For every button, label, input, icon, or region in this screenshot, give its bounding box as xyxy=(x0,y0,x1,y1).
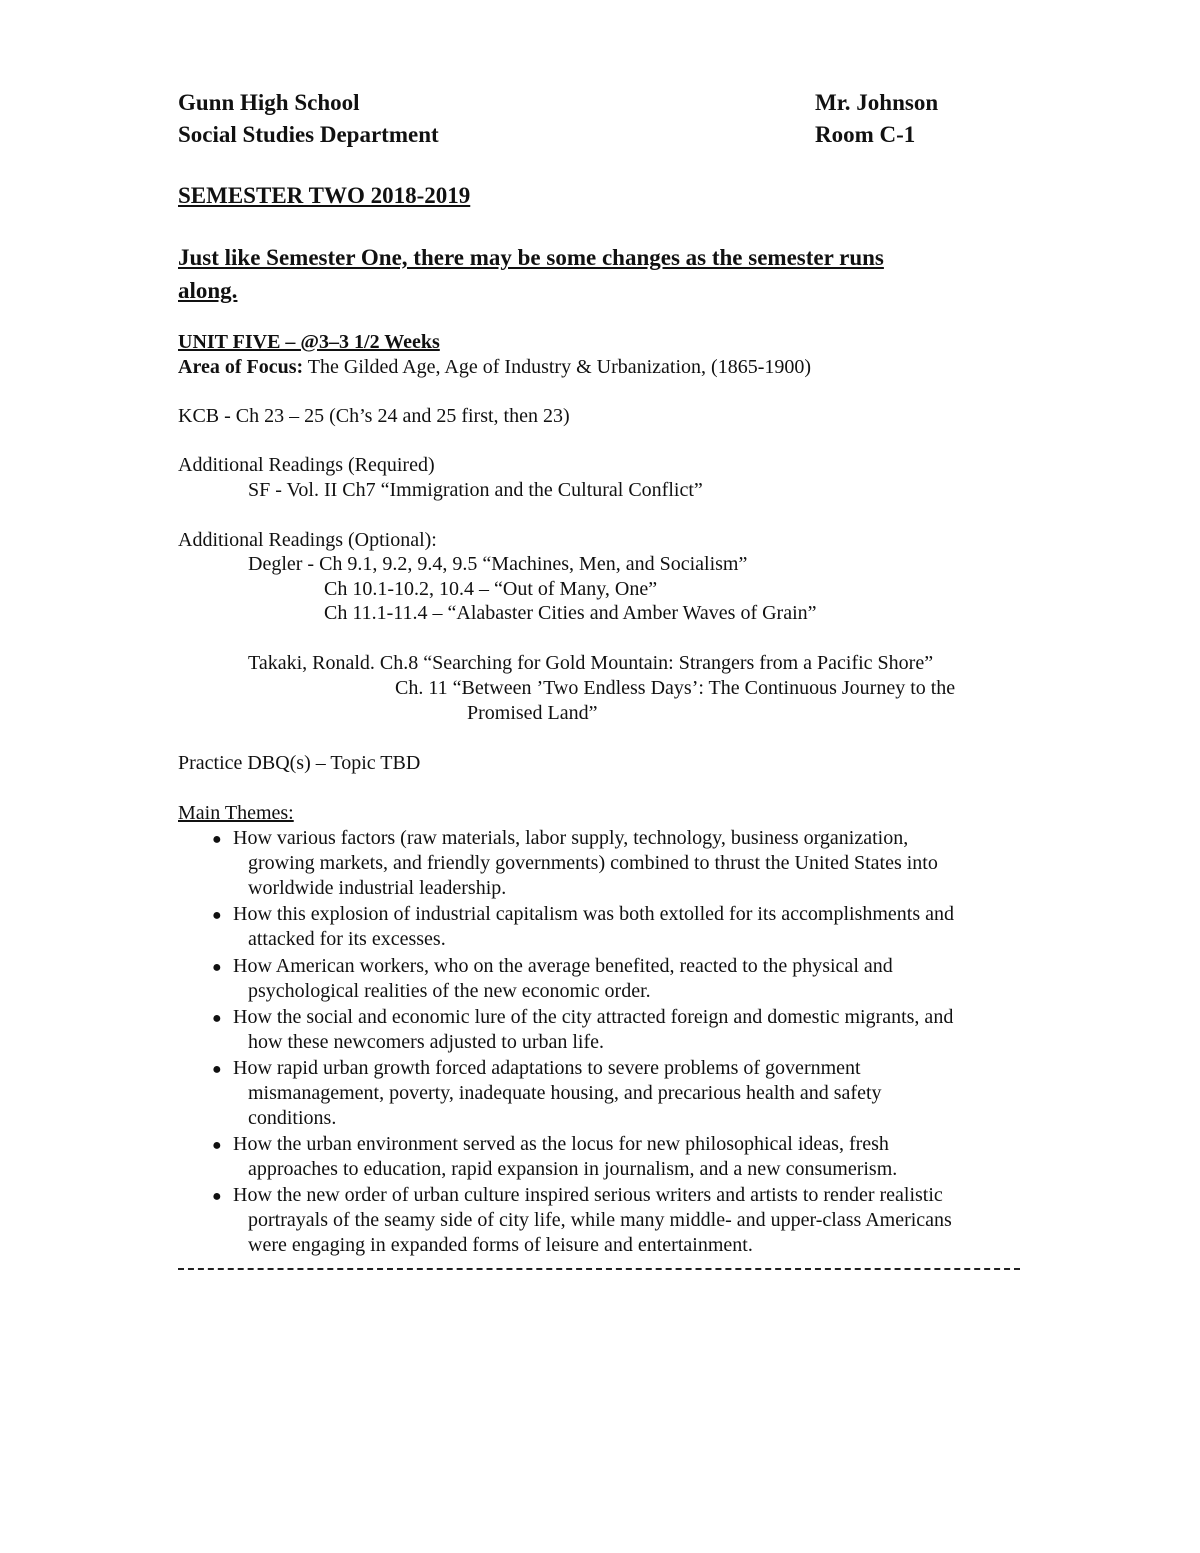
theme-3-line-1: How American workers, who on the average benefited, reacted to the physical and xyxy=(233,955,893,977)
bullet-icon: ● xyxy=(212,831,222,848)
theme-6-line-2: approaches to education, rapid expansion in journalism, and a new consumerism. xyxy=(248,1158,898,1180)
notice-line-1: Just like Semester One, there may be some changes as the semester runs xyxy=(178,245,884,270)
theme-2-line-2: attacked for its excesses. xyxy=(248,928,446,950)
bullet-icon: ● xyxy=(212,907,222,924)
optional-readings-heading: Additional Readings (Optional): xyxy=(178,529,437,551)
dashed-divider xyxy=(178,1268,1020,1270)
degler-reading-1: Degler - Ch 9.1, 9.2, 9.4, 9.5 “Machines, Men, and Socialism” xyxy=(248,553,748,575)
takaki-reading-1: Takaki, Ronald. Ch.8 “Searching for Gold Mountain: Strangers from a Pacific Shore” xyxy=(248,652,934,674)
theme-7-line-1: How the new order of urban culture inspired serious writers and artists to render realistic xyxy=(233,1184,943,1206)
kcb-reading: KCB - Ch 23 – 25 (Ch’s 24 and 25 first, then 23) xyxy=(178,405,570,427)
theme-1-line-2: growing markets, and friendly governments) combined to thrust the United States into xyxy=(248,852,938,874)
required-reading-1: SF - Vol. II Ch7 “Immigration and the Cultural Conflict” xyxy=(248,479,703,501)
practice-dbq: Practice DBQ(s) – Topic TBD xyxy=(178,752,421,774)
area-of-focus xyxy=(178,355,811,380)
theme-4-line-1: How the social and economic lure of the city attracted foreign and domestic migrants, and xyxy=(233,1006,954,1028)
takaki-reading-2: Ch. 11 “Between ’Two Endless Days’: The Continuous Journey to the xyxy=(395,677,956,699)
theme-1-line-3: worldwide industrial leadership. xyxy=(248,877,507,899)
notice-line-2: along. xyxy=(178,278,238,303)
theme-7-line-3: were engaging in expanded forms of leisure and entertainment. xyxy=(248,1234,753,1256)
bullet-icon: ● xyxy=(212,1137,222,1154)
main-themes-heading: Main Themes: xyxy=(178,802,294,824)
school-name: Gunn High School xyxy=(178,90,360,115)
focus-text: The Gilded Age, Age of Industry & Urbanization, (1865-1900) xyxy=(303,356,812,378)
unit-title: UNIT FIVE – @3–3 1/2 Weeks xyxy=(178,331,440,353)
theme-5-line-1: How rapid urban growth forced adaptations to severe problems of government xyxy=(233,1057,861,1079)
theme-3-line-2: psychological realities of the new economic order. xyxy=(248,980,651,1002)
room-number: Room C-1 xyxy=(815,122,916,147)
focus-label: Area of Focus: xyxy=(178,356,304,378)
bullet-icon: ● xyxy=(212,1188,222,1205)
degler-reading-3: Ch 11.1-11.4 – “Alabaster Cities and Amber Waves of Grain” xyxy=(324,602,817,624)
degler-reading-2: Ch 10.1-10.2, 10.4 – “Out of Many, One” xyxy=(324,578,658,600)
semester-title: SEMESTER TWO 2018-2019 xyxy=(178,183,471,208)
theme-5-line-2: mismanagement, poverty, inadequate housing, and precarious health and safety xyxy=(248,1082,882,1104)
department-name: Social Studies Department xyxy=(178,122,439,147)
theme-2-line-1: How this explosion of industrial capitalism was both extolled for its accomplishments and xyxy=(233,903,954,925)
theme-7-line-2: portrayals of the seamy side of city life, while many middle- and upper-class Americans xyxy=(248,1209,952,1231)
theme-4-line-2: how these newcomers adjusted to urban life. xyxy=(248,1031,605,1053)
required-readings-heading: Additional Readings (Required) xyxy=(178,454,435,476)
theme-6-line-1: How the urban environment served as the locus for new philosophical ideas, fresh xyxy=(233,1133,889,1155)
theme-5-line-3: conditions. xyxy=(248,1107,337,1129)
theme-1-line-1: How various factors (raw materials, labor supply, technology, business organization, xyxy=(233,827,909,849)
bullet-icon: ● xyxy=(212,1061,222,1078)
teacher-name: Mr. Johnson xyxy=(815,90,939,115)
bullet-icon: ● xyxy=(212,1010,222,1027)
takaki-reading-3: Promised Land” xyxy=(467,702,598,724)
bullet-icon: ● xyxy=(212,959,222,976)
